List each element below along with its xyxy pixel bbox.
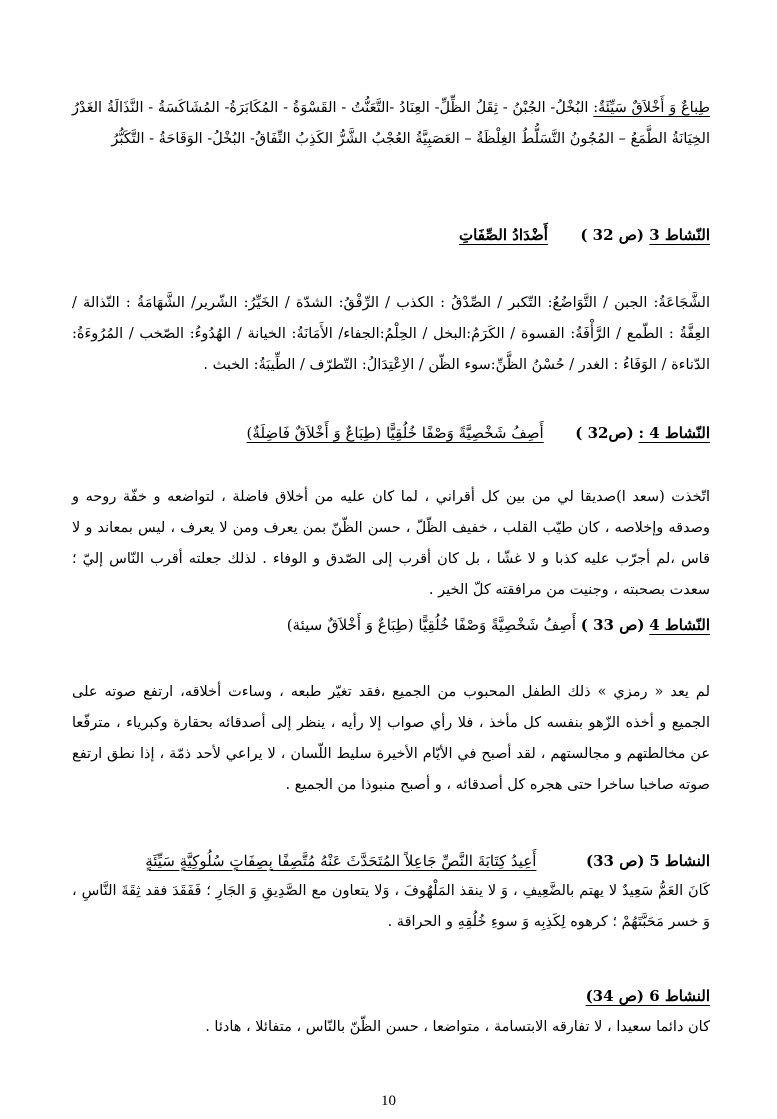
activity-4b-subtitle: أَصِفُ شَخْصِيَّةً وَصْفًا خُلُقِيًّا (طِبَاعٌ وَ أَخْلاَقٌ سيئة) [286, 616, 577, 634]
activity-4b-page-ref: (ص 33 ) [580, 616, 645, 634]
bad-traits-paragraph [72, 93, 710, 155]
activity-4b-heading [287, 612, 710, 638]
page-number: 10 [381, 1093, 396, 1109]
activity-3-paragraph: الشَّجَاعَةُ: الجبن / التَّوَاضُعُ: التّكبر / الصِّدْقُ : الكذب / الرِّفْقُ: الشدّة / الخَيِّرُ: الشّرير/ الشَّهَامَةُ : النّذالة / العِفَّةُ : الطّمع / الرَّأْفَةُ: القسوة / الكَرَمُ:البخل / الحِلْمُ:الجفاء/ الأَمَانَةُ: الخيانة / الهُدُوءُ: الصّخب / المُرُوءَةُ: الدّناءة / الوَفَاءُ : الغدر / حُسْنُ الظَّنِّ:سوء الظّن / الاِعْتِدَالُ: التّطرّف / الطِّيبَةُ: الخبث . [72, 295, 710, 373]
activity-5-title: النشاط 5 [649, 852, 710, 870]
activity-6-paragraph: كان دائما سعيدا ، لا تفارقه الابتسامة ، متواضعا ، حسن الظّنّ بالنّاس ، متفائلا ، هادئا . [205, 1019, 710, 1035]
activity-5-heading [145, 848, 710, 874]
bad-traits-text: البُخْلُ- الجُبْنُ - ثِقَلُ الظِّلِّ- العِنَادُ -التَّعَنُّتُ - القَسْوَةُ - المُكَابَرَةُ- المُشَاكَسَةُ - النَّذَالَةُ الغَدْرُ الخِيَانَةُ الطَّمَعُ – المُجُونُ التَّسَلُّطُ الغِلْظَةُ – العَصَبِيَّةُ العُجْبُ الشَّرُّ الكَذِبُ النِّفَاقُ- البُخْلُ- الوَقَاحَةُ - التَّكَبُّرُ [72, 100, 710, 147]
bad-traits-label: طِباعٌ وَ أَخْلاَقٌ سَيِّئَةٌ: [593, 100, 710, 116]
activity-3-title: النّشاط 3 [649, 226, 710, 244]
activity-4a-heading [247, 420, 710, 446]
activity-3-subtitle: أَضْدَادُ الصِّفَاتِ [459, 226, 548, 244]
activity-4b-title: النّشاط 4 [649, 616, 710, 634]
activity-5-paragraph: كَانَ العَمُّ سَعِيدٌ لا يهتم بالضَّعِيفِ ، وَ لا ينقذ المَلْهُوفَ ، وَلا يتعاون مع الصَّدِيقِ وَ الجَارِ ؛ فَفَقَدَ فقد ثِقَةَ النَّاسِ ، وَ خسر مَحَبَّتَهُمْ ؛ كرهوه لِكَذِبِه وَ سوءِ خُلُقِهِ و الحراقة . [72, 883, 710, 930]
activity-4a-paragraph: اتّخذت (سعد ا)صديقا لي من بين كل أقراني ، لما كان عليه من أخلاق فاضلة ، لتواضعه و خفّة روحه و وصدقه وإخلاصه ، كان طيّب القلب ، خفيف الظّلّ ، حسن الظّنّ بمن يعرف ومن لا يعرف ، ليس بمعاند و لا قاس ،لم أجرّب عليه كذبا و لا غشّا ، بل كان أقرب إلى الصّدق و الوفاء . لذلك جعلته أقرب النّاس إليّ ؛ سعدت بصحبته ، وجنيت من مرافقته كلّ الخير . [72, 489, 710, 598]
activity-4a-title: النّشاط 4 : [638, 424, 710, 442]
activity-5-page-ref: (ص 33) [586, 852, 645, 870]
activity-4a-subtitle: أَصِفُ شَخْصِيَّةً وَصْفًا خُلُقِيًّا (طِبَاعٌ وَ أَخْلاَقٌ فَاضِلَةٌ) [246, 424, 544, 442]
activity-6-title: النشاط 6 [649, 987, 710, 1005]
activity-3-heading [459, 222, 710, 248]
activity-3-page-ref: (ص 32 ) [580, 226, 645, 244]
activity-4a-page-ref: (ص32 ) [575, 424, 634, 442]
activity-6-page-ref: (ص 34) [585, 987, 645, 1005]
activity-5-subtitle: أَعِيدُ كِتَابَةَ النَّصِّ جَاعِلاً المُتَحَدَّثَ عَنْهُ مُتَّصِفًا بِصِفَاتٍ سُلُوكِيَّةٍ سَيِّئَةٍ [145, 852, 537, 870]
activity-6-heading [586, 983, 710, 1009]
activity-4b-paragraph: لم يعد « رمزي » ذلك الطفل المحبوب من الجميع ،فقد تغيّر طبعه ، وساءت أخلاقه، ارتفع صوته على الجميع و أخذه الزّهو بنفسه كل مأخذ ، فلا رأي صواب إلا رأيه ، ينظر إلى أصدقائه بحقارة وكبرياء ، مترفّعا عن مخالطتهم و مجالستهم ، لقد أصبح في الأيّام الأخيرة سليط اللّسان ، لا يراعي لأحد ذمّة ، إذا نطق ارتفع صوته صاخبا ساخرا حتى هجره كل أصدقائه ، و أصبح منبوذا من الجميع . [72, 684, 710, 793]
